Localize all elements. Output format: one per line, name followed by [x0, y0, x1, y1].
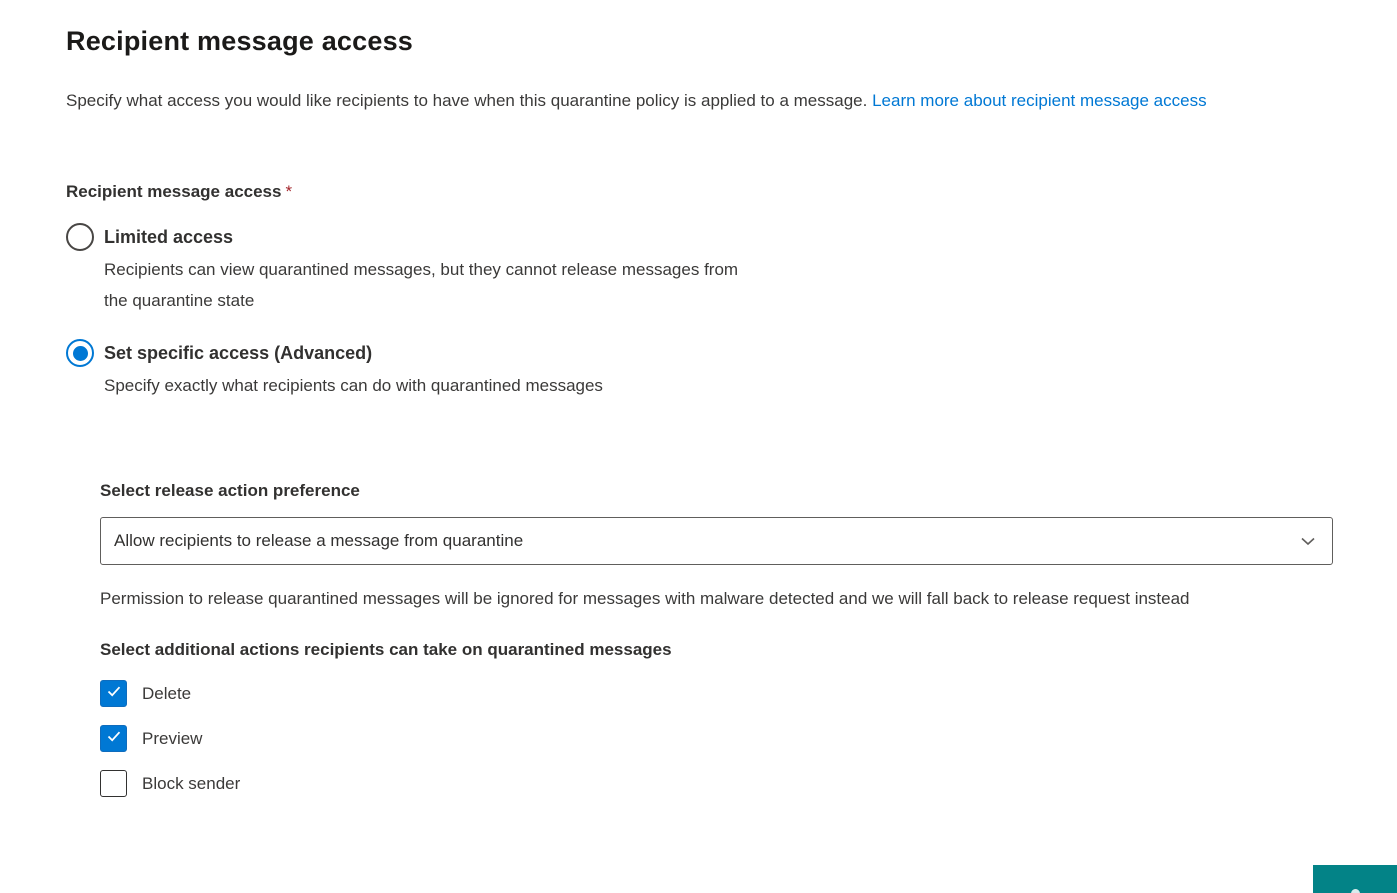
- radio-set-specific-access-description: Specify exactly what recipients can do with quarantined messages: [104, 376, 603, 395]
- intro-paragraph: [66, 85, 1256, 116]
- radio-option-limited-access[interactable]: [66, 222, 1397, 316]
- page-title: Recipient message access: [66, 26, 414, 56]
- release-action-note: Permission to release quarantined messages will be ignored for messages with malware detected and we will fall back to release request instead: [100, 589, 1190, 608]
- advanced-access-section: [100, 481, 1397, 797]
- checkbox-row-preview[interactable]: [100, 725, 1397, 752]
- help-glyph-icon: [1351, 889, 1360, 893]
- required-asterisk: *: [285, 182, 293, 201]
- check-icon: [105, 682, 123, 705]
- checkbox-row-block-sender[interactable]: [100, 770, 1397, 797]
- radio-selected-icon[interactable]: [66, 339, 94, 367]
- radio-limited-access-label[interactable]: Limited access: [104, 227, 234, 247]
- radio-set-specific-access-label[interactable]: Set specific access (Advanced): [104, 343, 373, 363]
- preview-checkbox[interactable]: [100, 725, 127, 752]
- delete-checkbox[interactable]: [100, 680, 127, 707]
- radio-unselected-icon[interactable]: [66, 223, 94, 251]
- radio-limited-access-description: Recipients can view quarantined messages, but they cannot release messages from the quarantine state: [104, 260, 739, 310]
- preview-checkbox-label[interactable]: Preview: [142, 728, 203, 748]
- learn-more-link[interactable]: Learn more about recipient message access: [872, 91, 1207, 110]
- block-sender-checkbox-label[interactable]: Block sender: [142, 773, 241, 793]
- radio-option-set-specific-access[interactable]: [66, 338, 1397, 401]
- release-action-label: Select release action preference: [100, 481, 360, 500]
- release-action-selected-value: Allow recipients to release a message from quarantine: [114, 531, 524, 550]
- intro-text: Specify what access you would like recipients to have when this quarantine policy is applied to a message.: [66, 91, 868, 110]
- release-action-dropdown[interactable]: [100, 517, 1333, 565]
- check-icon: [105, 727, 123, 750]
- checkbox-row-delete[interactable]: [100, 680, 1397, 707]
- access-field-label-text: Recipient message access: [66, 182, 282, 201]
- help-button[interactable]: [1313, 865, 1397, 893]
- chevron-down-icon: [1300, 533, 1316, 549]
- block-sender-checkbox[interactable]: [100, 770, 127, 797]
- delete-checkbox-label[interactable]: Delete: [142, 683, 192, 703]
- additional-actions-label: Select additional actions recipients can take on quarantined messages: [100, 640, 672, 659]
- access-field-label: [66, 182, 1397, 202]
